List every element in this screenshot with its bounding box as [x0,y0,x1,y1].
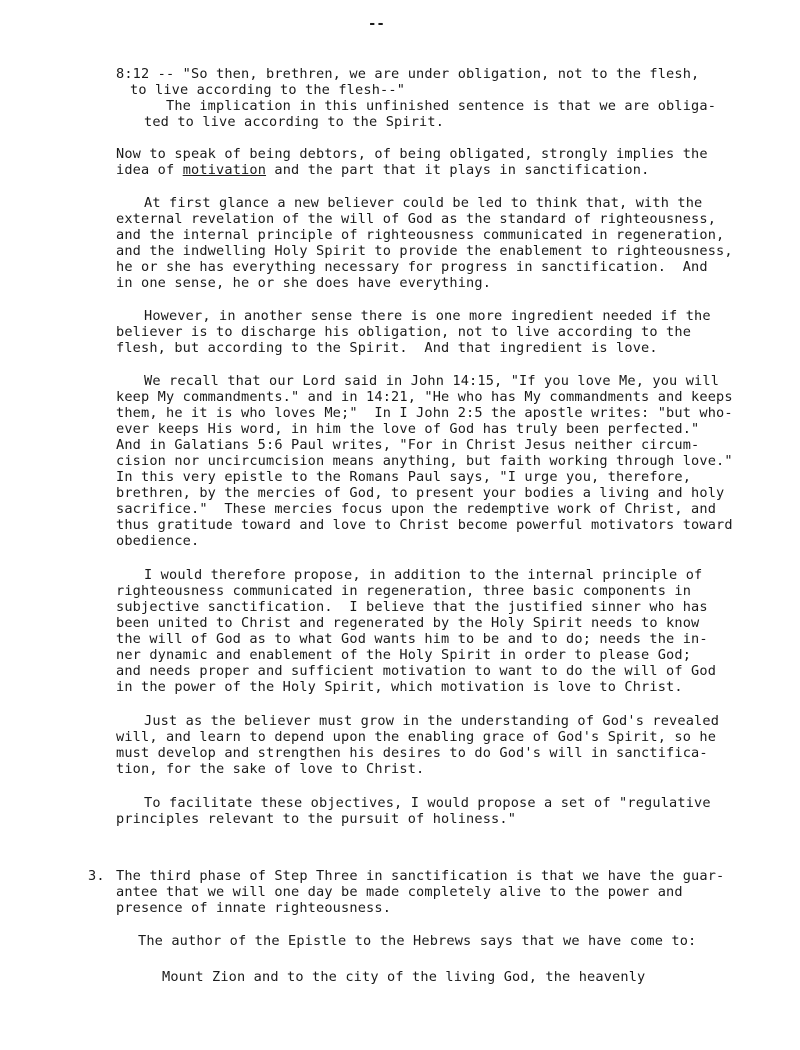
list-item-line: presence of innate righteousness. [116,900,392,916]
page-marker: -- [368,16,385,32]
verse-ref-line: 8:12 -- "So then, brethren, we are under obligation, not to the flesh, [116,66,700,82]
paragraph-line: To facilitate these objectives, I would propose a set of "regulative [144,795,711,811]
paragraph-line: and the internal principle of righteousness communicated in regeneration, [116,227,725,243]
paragraph-line: At first glance a new believer could be led to think that, with the [144,195,703,211]
paragraph-line: In this very epistle to the Romans Paul says, "I urge you, therefore, [116,469,692,485]
paragraph-line: and needs proper and sufficient motivation to want to do the will of God [116,663,717,679]
paragraph-line [116,162,649,178]
list-number: 3. [88,868,105,884]
paragraph-line: subjective sanctification. I believe that the justified sinner who has [116,599,708,615]
paragraph-line: believer is to discharge his obligation, not to live according to the [116,324,692,340]
list-item-line: The third phase of Step Three in sanctification is that we have the guar- [116,868,725,884]
paragraph-line: keep My commandments." and in 14:21, "He who has My commandments and keeps [116,389,733,405]
paragraph-line: Just as the believer must grow in the understanding of God's revealed [144,713,720,729]
paragraph-line: in the power of the Holy Spirit, which motivation is love to Christ. [116,679,683,695]
paragraph-line: cision nor uncircumcision means anything, but faith working through love." [116,453,733,469]
paragraph-line: the will of God as to what God wants him to be and to do; needs the in- [116,631,708,647]
paragraph-line: righteousness communicated in regeneration, three basic components in [116,583,692,599]
paragraph-line: thus gratitude toward and love to Christ become powerful motivators toward [116,517,733,533]
underlined-term: motivation [182,162,267,178]
list-item-line: antee that we will one day be made completely alive to the power and [116,884,683,900]
paragraph-line: tion, for the sake of love to Christ. [116,761,425,777]
paragraph-line: in one sense, he or she does have everything. [116,275,492,291]
paragraph-line: sacrifice." These mercies focus upon the redemptive work of Christ, and [116,501,717,517]
paragraph-line: flesh, but according to the Spirit. And that ingredient is love. [116,340,658,356]
paragraph-line: been united to Christ and regenerated by the Holy Spirit needs to know [116,615,700,631]
text-run: idea of [116,162,183,178]
paragraph-line: ner dynamic and enablement of the Holy Spirit in order to please God; [116,647,692,663]
paragraph-line: principles relevant to the pursuit of holiness." [116,811,517,827]
paragraph-line: must develop and strengthen his desires to do God's will in sanctifica- [116,745,708,761]
paragraph-line: ever keeps His word, in him the love of God has truly been perfected." [116,421,700,437]
paragraph-line: he or she has everything necessary for progress in sanctification. And [116,259,708,275]
paragraph-line: brethren, by the mercies of God, to present your bodies a living and holy [116,485,725,501]
paragraph-line: I would therefore propose, in addition to the internal principle of [144,567,703,583]
paragraph-line: We recall that our Lord said in John 14:15, "If you love Me, you will [144,373,720,389]
paragraph-line: Now to speak of being debtors, of being obligated, strongly implies the [116,146,708,162]
verse-cont-line: to live according to the flesh--" [130,82,406,98]
paragraph-line: obedience. [116,533,200,549]
block-quote-line: Mount Zion and to the city of the living God, the heavenly [162,969,646,985]
implication-line: ted to live according to the Spirit. [144,114,445,130]
paragraph-line: and the indwelling Holy Spirit to provide the enablement to righteousness, [116,243,733,259]
paragraph-line: And in Galatians 5:6 Paul writes, "For in Christ Jesus neither circum- [116,437,700,453]
paragraph-line: However, in another sense there is one more ingredient needed if the [144,308,711,324]
text-run: and the part that it plays in sanctification. [266,162,650,178]
paragraph-line: will, and learn to depend upon the enabling grace of God's Spirit, so he [116,729,717,745]
paragraph-line: them, he it is who loves Me;" In I John 2:5 the apostle writes: "but who- [116,405,733,421]
paragraph-line: The author of the Epistle to the Hebrews says that we have come to: [138,933,697,949]
paragraph-line: external revelation of the will of God as the standard of righteousness, [116,211,717,227]
implication-line: The implication in this unfinished sentence is that we are obliga- [166,98,717,114]
